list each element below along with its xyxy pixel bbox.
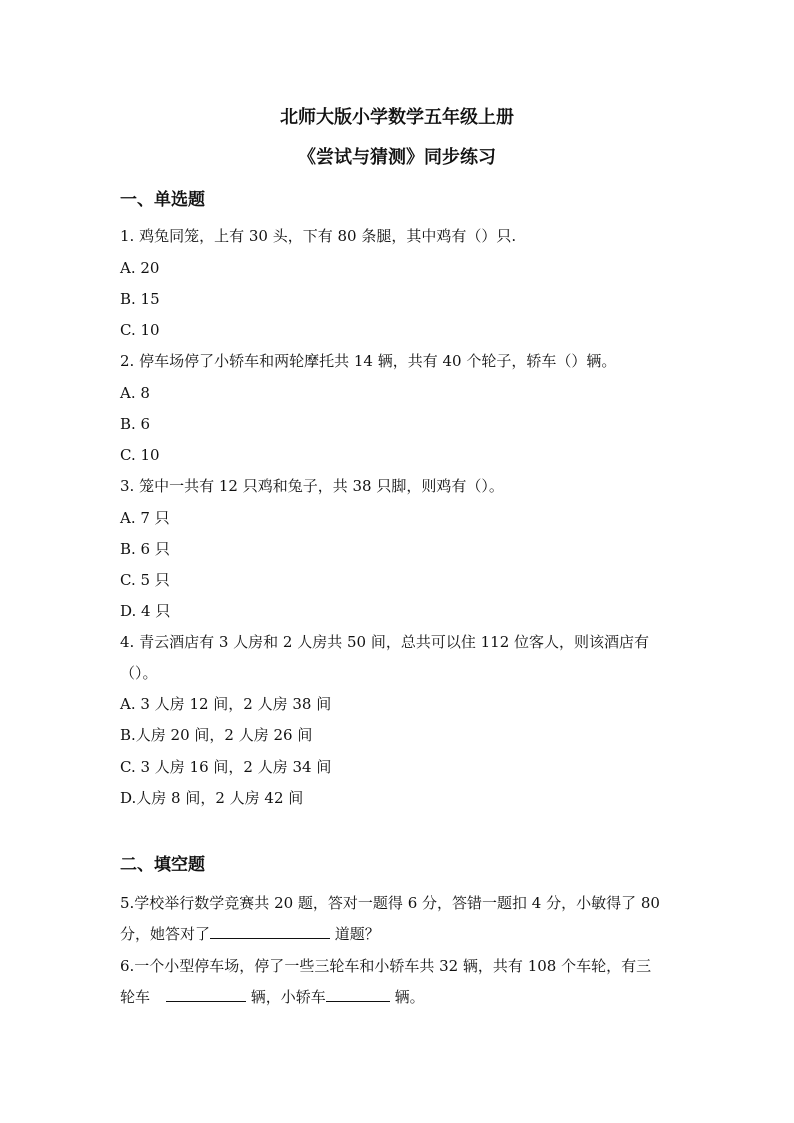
answer-blank[interactable] [166,987,246,1002]
question-1-option-a: A. 20 [120,259,160,277]
document-subtitle: 《尝试与猜测》同步练习 [298,147,496,168]
question-1-option-c: C. 10 [120,321,160,339]
question-5-text-before-blank: 分，她答对了 [120,925,211,943]
question-6-text-tricycle: 轮车 [120,988,151,1006]
question-1-option-b: B. 15 [120,290,160,308]
question-6-line-2 [120,987,425,1007]
section-heading-single-choice: 一、单选题 [120,190,205,210]
question-3-option-c: C. 5 只 [120,571,170,589]
question-2: 2. 停车场停了小轿车和两轮摩托共 14 辆，共有 40 个轮子，轿车（）辆。 [120,352,617,370]
question-5-line-2 [120,924,380,944]
question-1: 1. 鸡兔同笼，上有 30 头，下有 80 条腿，其中鸡有（）只. [120,227,517,245]
question-4-line-1: 4. 青云酒店有 3 人房和 2 人房共 50 间，总共可以住 112 位客人，则该酒店有 [120,633,650,651]
question-3-option-d: D. 4 只 [120,602,171,620]
question-6-line-1: 6.一个小型停车场，停了一些三轮车和小轿车共 32 辆，共有 108 个车轮，有三 [120,957,652,975]
question-3-option-a: A. 7 只 [120,509,170,527]
question-4-option-c: C. 3 人房 16 间，2 人房 34 间 [120,758,332,776]
question-4-option-d: D.人房 8 间，2 人房 42 间 [120,789,304,807]
question-3: 3. 笼中一共有 12 只鸡和兔子，共 38 只脚，则鸡有（）。 [120,477,504,495]
question-4-line-2: （）。 [120,664,158,682]
section-heading-fill-blank: 二、填空题 [120,855,205,875]
question-2-option-b: B. 6 [120,415,151,433]
question-4-option-a: A. 3 人房 12 间，2 人房 38 间 [120,695,332,713]
question-3-option-b: B. 6 只 [120,540,170,558]
answer-blank[interactable] [326,987,390,1002]
question-6-text-end: 辆。 [389,988,425,1006]
document-title: 北师大版小学数学五年级上册 [280,107,514,128]
question-2-option-c: C. 10 [120,446,160,464]
question-5-text-after-blank: 道题？ [330,925,380,943]
question-2-option-a: A. 8 [120,384,150,402]
question-6-text-car: 辆，小轿车 [246,988,326,1006]
answer-blank[interactable] [210,924,330,939]
question-4-option-b: B.人房 20 间，2 人房 26 间 [120,726,313,744]
question-5-line-1: 5.学校举行数学竞赛共 20 题，答对一题得 6 分，答错一题扣 4 分，小敏得了 80 [120,894,660,912]
